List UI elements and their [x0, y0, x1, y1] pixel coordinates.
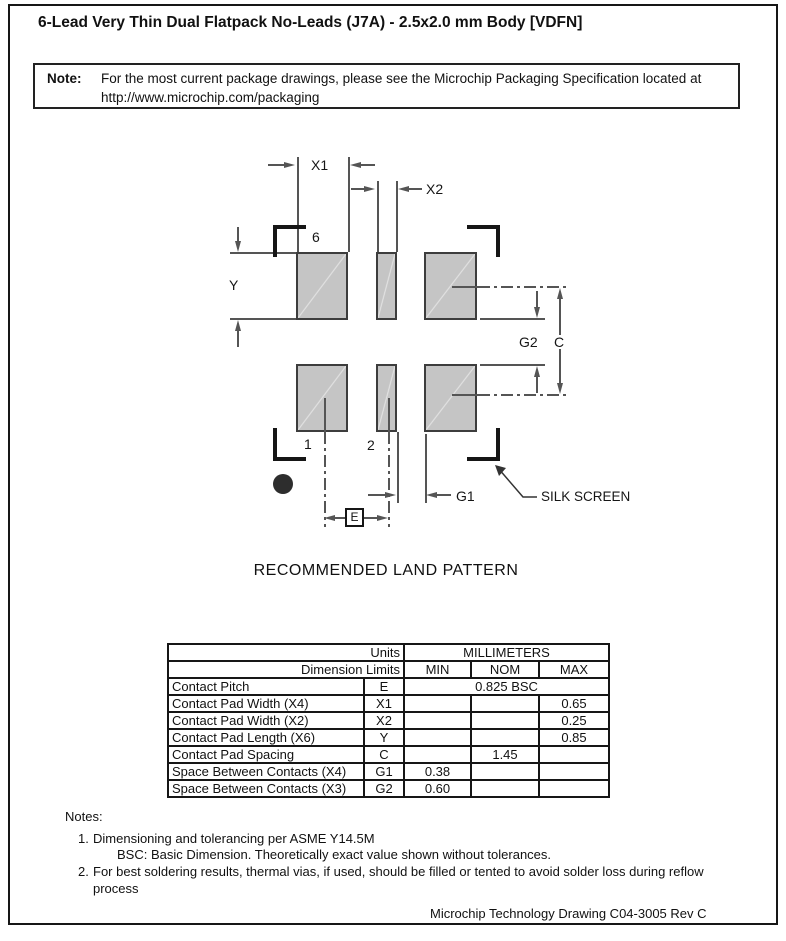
centerline	[452, 286, 478, 288]
arrowhead-down-icon	[534, 307, 540, 318]
centerline	[478, 394, 568, 396]
dim-symbol-cell: E	[364, 678, 404, 695]
silk-screen-label: SILK SCREEN	[541, 489, 631, 504]
value-cell	[539, 763, 609, 780]
arrowhead-up-icon	[534, 366, 540, 377]
arrowhead-right-icon	[284, 162, 295, 168]
table-row	[168, 780, 609, 797]
value-cell: 0.65	[539, 695, 609, 712]
page-title: 6-Lead Very Thin Dual Flatpack No-Leads (J7A) - 2.5x2.0 mm Body [VDFN]	[38, 14, 583, 31]
dim-e-label: E	[350, 510, 359, 524]
dim-c-label: C	[554, 334, 565, 350]
corner-mark	[496, 225, 500, 257]
value-cell	[471, 763, 539, 780]
pad-bottom-right	[424, 364, 477, 432]
dim-g2-label: G2	[519, 334, 538, 350]
pad-1	[296, 364, 348, 432]
note-item-subtext: BSC: Basic Dimension. Theoretically exact value shown without tolerances.	[117, 847, 552, 862]
table-row	[168, 678, 609, 695]
note-item-text: Dimensioning and tolerancing per ASME Y14.5M	[93, 831, 375, 846]
dimension-line	[364, 517, 377, 519]
dimension-line	[409, 188, 422, 190]
extension-line	[230, 252, 297, 254]
dimension-line	[437, 494, 451, 496]
value-cell: 0.825 BSC	[404, 678, 609, 695]
dim-x1-label: X1	[311, 157, 329, 173]
value-cell	[471, 712, 539, 729]
note-label: Note:	[47, 71, 82, 86]
arrowhead-left-icon	[426, 492, 437, 498]
table-row	[168, 695, 609, 712]
value-cell	[404, 695, 471, 712]
dim-name-cell: Contact Pad Length (X6)	[168, 729, 364, 746]
arrowhead-up-icon	[557, 288, 563, 299]
arrowhead-left-icon	[398, 186, 409, 192]
dim-e-box	[345, 508, 364, 527]
centerline	[478, 286, 568, 288]
value-cell: 1.45	[471, 746, 539, 763]
value-cell: 0.25	[539, 712, 609, 729]
note-box	[33, 63, 740, 109]
arrowhead-down-icon	[235, 241, 241, 252]
units-label-cell: Units	[168, 644, 404, 661]
table-row	[168, 763, 609, 780]
arrowhead-left-icon	[324, 515, 335, 521]
table-row	[168, 746, 609, 763]
dimension-line	[361, 164, 375, 166]
footer-text: Microchip Technology Drawing C04-3005 Rev C	[430, 906, 707, 921]
pin1-label: 1	[304, 436, 312, 452]
dim-symbol-cell: G1	[364, 763, 404, 780]
min-header-cell: MIN	[404, 661, 471, 678]
dim-name-cell: Contact Pad Width (X4)	[168, 695, 364, 712]
value-cell	[404, 729, 471, 746]
centerline	[388, 398, 390, 432]
pad-top-middle	[376, 252, 397, 320]
value-cell	[471, 780, 539, 797]
arrowhead-down-icon	[557, 383, 563, 394]
value-cell	[471, 695, 539, 712]
dim-name-cell: Space Between Contacts (X4)	[168, 763, 364, 780]
dim-name-cell: Contact Pitch	[168, 678, 364, 695]
extension-line	[377, 181, 379, 252]
table-header-row	[168, 644, 609, 661]
dim-name-cell: Space Between Contacts (X3)	[168, 780, 364, 797]
pin1-indicator-dot	[273, 474, 293, 494]
dim-name-cell: Contact Pad Width (X2)	[168, 712, 364, 729]
note-item-number: 1.	[78, 831, 89, 846]
value-cell	[539, 780, 609, 797]
arrowhead-up-icon	[235, 320, 241, 331]
nom-header-cell: NOM	[471, 661, 539, 678]
centerline	[452, 394, 478, 396]
note-item-text: For best soldering results, thermal vias, if used, should be filled or tented to avoid solder loss during reflow process	[93, 864, 704, 896]
pad-6	[296, 252, 348, 320]
centerline	[388, 432, 390, 527]
dimension-line	[237, 331, 239, 347]
note-text: For the most current package drawings, please see the Microchip Packaging Specification located at http://www.microchip.com/packaging	[101, 71, 702, 105]
dimension-line	[536, 291, 538, 308]
silkscreen-leader	[488, 460, 543, 502]
table-row	[168, 712, 609, 729]
corner-mark	[273, 225, 277, 257]
arrowhead-left-icon	[350, 162, 361, 168]
pin6-label: 6	[312, 229, 320, 245]
arrowhead-right-icon	[377, 515, 388, 521]
dimension-line	[237, 227, 239, 242]
table-row	[168, 729, 609, 746]
dim-symbol-cell: X1	[364, 695, 404, 712]
dim-symbol-cell: C	[364, 746, 404, 763]
dim-symbol-cell: Y	[364, 729, 404, 746]
extension-line	[297, 157, 299, 252]
dimension-line	[536, 377, 538, 393]
land-pattern-caption: RECOMMENDED LAND PATTERN	[253, 562, 519, 579]
dim-name-cell: Contact Pad Spacing	[168, 746, 364, 763]
value-cell: 0.38	[404, 763, 471, 780]
notes-heading: Notes:	[65, 809, 103, 824]
extension-line	[397, 432, 399, 503]
pad-2	[376, 364, 397, 432]
dimension-line	[368, 494, 385, 496]
corner-mark	[273, 457, 306, 461]
value-cell	[471, 729, 539, 746]
pin2-label: 2	[367, 437, 375, 453]
table-header-row	[168, 661, 609, 678]
dim-symbol-cell: X2	[364, 712, 404, 729]
units-value-cell: MILLIMETERS	[404, 644, 609, 661]
dim-x2-label: X2	[426, 181, 444, 197]
extension-line	[348, 157, 350, 252]
dimensions-table	[167, 643, 610, 798]
extension-line	[480, 318, 545, 320]
value-cell	[404, 746, 471, 763]
corner-mark	[273, 225, 306, 229]
dim-symbol-cell: G2	[364, 780, 404, 797]
arrowhead-right-icon	[364, 186, 375, 192]
dim-y-label: Y	[229, 277, 239, 293]
value-cell: 0.60	[404, 780, 471, 797]
note-item-number: 2.	[78, 864, 89, 879]
max-header-cell: MAX	[539, 661, 609, 678]
centerline	[324, 432, 326, 527]
dimension-line	[335, 517, 345, 519]
arrowhead-right-icon	[385, 492, 396, 498]
dim-g1-label: G1	[456, 488, 475, 504]
value-cell	[539, 746, 609, 763]
limits-label-cell: Dimension Limits	[168, 661, 404, 678]
value-cell	[404, 712, 471, 729]
value-cell: 0.85	[539, 729, 609, 746]
centerline	[324, 398, 326, 432]
